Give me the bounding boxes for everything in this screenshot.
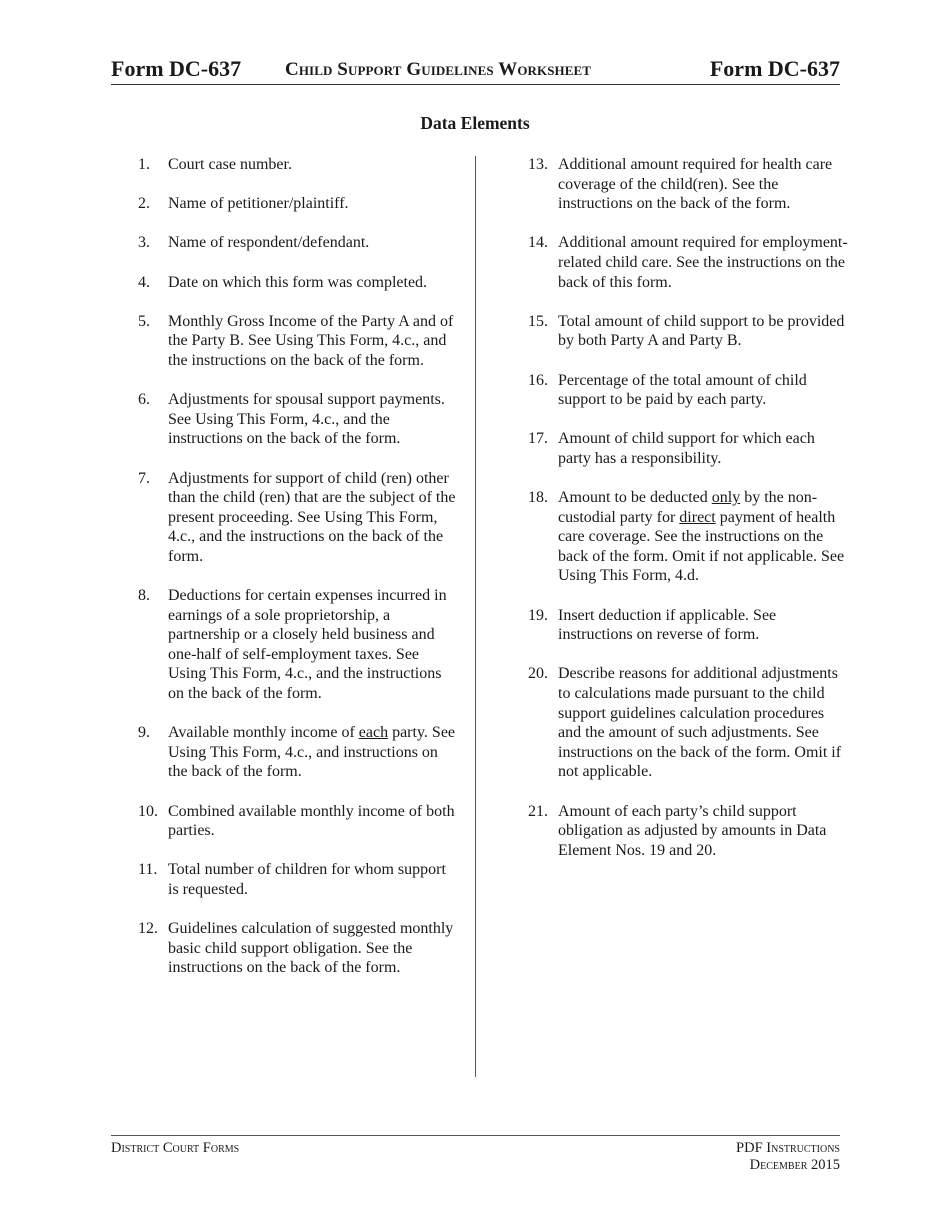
data-element-item: 1. Court case number. <box>138 156 292 173</box>
data-element-item: 10. Combined available monthly income of both parties. <box>138 802 455 840</box>
section-title: Data Elements <box>420 113 530 133</box>
data-element-item: 18. Amount to be deducted only by the non-custodial party for direct payment of health care coverage. See the instructions on the back of the form. Omit if not applicable. See Using This Form, 4.d. <box>528 489 845 585</box>
form-number-right: Form DC-637 <box>709 56 840 81</box>
footer-right-text <box>736 1140 840 1174</box>
footer-left-text: District Court Forms <box>111 1140 240 1156</box>
data-element-item: 14. Additional amount required for employment-related child care. See the instructions on the back of this form. <box>528 234 848 291</box>
data-element-item: 3. Name of respondent/defendant. <box>138 234 370 252</box>
data-element-item: 17. Amount of child support for which each party has a responsibility. <box>528 430 815 467</box>
page-header <box>111 56 840 85</box>
data-element-item: 21. Amount of each party’s child support obligation as adjusted by amounts in Data Element Nos. 19 and 20. <box>528 802 827 859</box>
data-element-item: 16. Percentage of the total amount of child support to be paid by each party. <box>528 371 807 409</box>
data-element-item: 2. Name of petitioner/plaintiff. <box>138 195 349 213</box>
data-element-item: 11. Total number of children for whom support is requested. <box>138 861 446 898</box>
form-number-left: Form DC-637 <box>111 56 242 81</box>
data-element-item: 20. Describe reasons for additional adjustments to calculations made pursuant to the child support guidelines calculation procedures and the amount of such adjustments. See instructions on the back of the form. Omit if not applicable. <box>528 665 842 781</box>
data-element-item: 15. Total amount of child support to be provided by both Party A and Party B. <box>528 312 845 350</box>
worksheet-title: Child Support Guidelines Worksheet <box>285 59 592 80</box>
data-element-item: 19. Insert deduction if applicable. See instructions on reverse of form. <box>528 606 777 644</box>
data-element-item: 5. Monthly Gross Income of the Party A and of the Party B. See Using This Form, 4.c., and the instructions on the back of the form. <box>138 312 454 369</box>
data-element-item: 9. Available monthly income of each party. See Using This Form, 4.c., and instructions on the back of the form. <box>138 724 456 781</box>
data-element-item: 13. Additional amount required for health care coverage of the child(ren). See the instructions on the back of the form. <box>528 156 833 213</box>
data-element-item: 4. Date on which this form was completed. <box>138 273 428 291</box>
data-element-item: 7. Adjustments for support of child (ren) other than the child (ren) that are the subject of the present proceeding. See Using This Form, 4.c., and the instructions on the back of the form. <box>138 469 456 565</box>
right-column <box>528 155 848 880</box>
data-element-item: 6. Adjustments for spousal support payments. See Using This Form, 4.c., and the instructions on the back of the form. <box>138 391 445 448</box>
page-footer <box>111 1135 840 1173</box>
column-divider <box>475 156 476 1077</box>
footer-date: December 2015 <box>749 1157 840 1173</box>
data-element-item: 8. Deductions for certain expenses incurred in earnings of a sole proprietorship, a partnership or a closely held business and one-half of self-employment taxes. See Using This Form, 4.c., and the instructions on the back of the form. <box>138 587 447 703</box>
footer-instructions-label: PDF Instructions <box>736 1140 840 1156</box>
data-element-item: 12. Guidelines calculation of suggested monthly basic child support obligation. See the instructions on the back of the form. <box>138 920 454 977</box>
left-column <box>138 155 456 998</box>
